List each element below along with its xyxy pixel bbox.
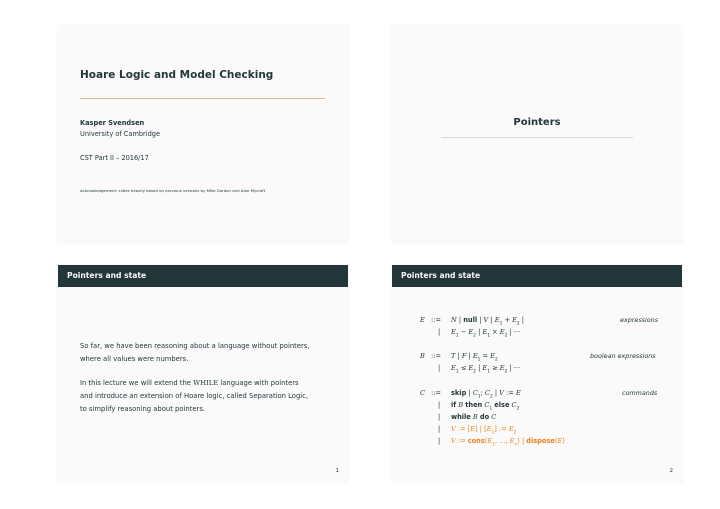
frame-title: Pointers and state: [401, 271, 481, 280]
frame-title: Pointers and state: [67, 271, 147, 280]
slide-pointers-and-state-1: [58, 265, 348, 482]
section-rule: [441, 137, 633, 138]
grammar-c-line-1: skip | $C_1$; $C_2$ | V := E: [451, 389, 521, 400]
grammar-bar: |: [438, 364, 441, 372]
frame-title-bar: [58, 265, 348, 287]
grammar-comment-boolean-expressions: boolean expressions: [590, 352, 656, 360]
grammar-nonterminal-e: E: [420, 316, 425, 324]
grammar-c-line-2: if B then $C_1$ else $C_2$: [451, 401, 520, 412]
grammar-def: ::=: [431, 389, 441, 397]
frame-title-bar: [392, 265, 682, 287]
paragraph-2: [80, 377, 308, 416]
paragraph-1: [80, 340, 310, 366]
grammar-comment-commands: commands: [622, 389, 658, 397]
grammar-b-line-1: T | F | $E_1 = E_2$: [451, 352, 498, 363]
presentation-title: Hoare Logic and Model Checking: [80, 69, 274, 81]
grammar-bar: |: [438, 425, 441, 433]
grammar-comment-expressions: expressions: [620, 316, 659, 324]
grammar-c-line-5: V := $cons(E_1$, ..., $E_n$) | dispose(E): [451, 437, 565, 448]
grammar-def: ::=: [431, 316, 441, 324]
slide-pointers-and-state-2: [392, 265, 682, 482]
title-slide: [58, 26, 348, 243]
grammar-bar: |: [438, 437, 441, 445]
author-name: Kasper Svendsen: [80, 119, 145, 127]
grammar-def: ::=: [431, 352, 441, 360]
grammar-nonterminal-c: C: [420, 389, 426, 397]
grammar-e-line-2: $E_1 - E_2$ | $E_1 \times E_2$ | ···: [451, 328, 521, 339]
grammar-c-line-4: V := [E] | $[E_1]$ := $E_2$: [451, 425, 517, 436]
grammar-bar: |: [438, 413, 441, 421]
page-number: 1: [335, 468, 339, 474]
page-number: 2: [669, 468, 673, 474]
section-title: Pointers: [513, 117, 561, 128]
institution: University of Cambridge: [80, 130, 161, 138]
paragraph-1-line-2: where all values were numbers.: [80, 355, 189, 363]
paragraph-2-line-3: to simplify reasoning about pointers.: [80, 405, 206, 413]
grammar-bar: |: [438, 328, 441, 336]
paragraph-2-line-2: and introduce an extension of Hoare logic, called Separation Logic,: [80, 392, 309, 400]
grammar-nonterminal-b: B: [420, 352, 425, 360]
acknowledgement: Acknowledgement: slides heavily based on previous versions by Mike Gordon and Alan Mycroft: [80, 188, 266, 193]
course-info: CST Part II – 2016/17: [80, 154, 149, 162]
grammar-b-line-2: $E_1 \le E_2$ | $E_1 \ge E_2$ | ···: [451, 364, 521, 375]
grammar-bar: |: [438, 401, 441, 409]
grammar-e-line-1: N | null | V | $E_1 + E_2$ |: [451, 316, 525, 327]
section-slide: [392, 26, 682, 243]
title-rule: [80, 98, 325, 99]
paragraph-1-line-1: So far, we have been reasoning about a language without pointers,: [80, 342, 310, 350]
grammar-c-line-3: while B do C: [451, 413, 497, 421]
paragraph-2-line-1: In this lecture we will extend the WHILE language with pointers: [80, 379, 299, 387]
while-language-name: WHILE: [193, 379, 219, 387]
